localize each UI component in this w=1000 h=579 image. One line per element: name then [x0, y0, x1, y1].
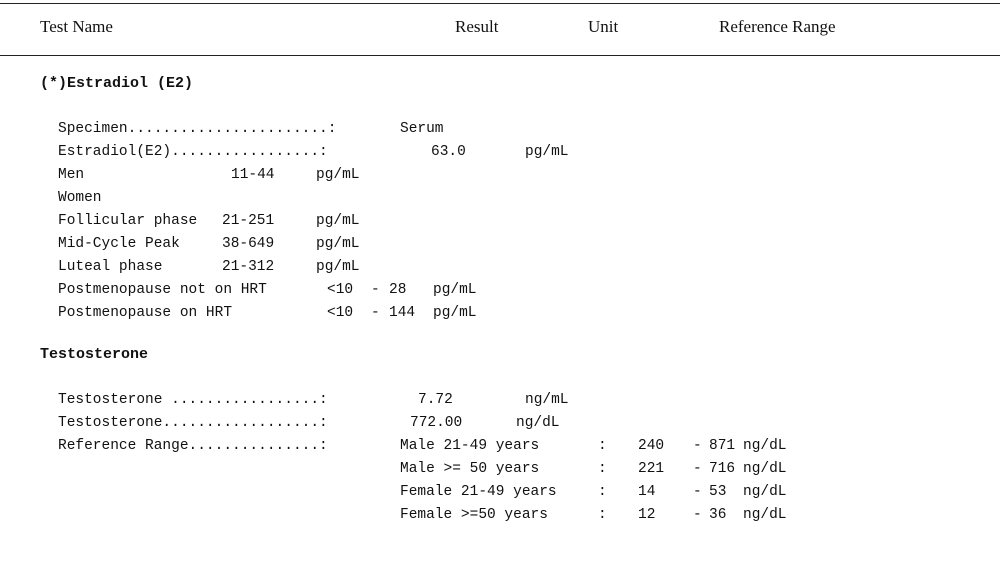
ref-unit: ng/dL — [743, 438, 787, 454]
range-value: 21-251 — [222, 213, 275, 229]
ref-high: 53 — [709, 484, 727, 500]
ref-unit: ng/dL — [743, 461, 787, 477]
range-unit: pg/mL — [316, 167, 360, 183]
testosterone-unit: ng/dL — [516, 415, 560, 431]
col-header-result: Result — [455, 17, 499, 36]
col-header-reference-range: Reference Range — [719, 17, 836, 36]
ref-high: 716 — [709, 461, 736, 477]
ref-dash: - — [693, 484, 702, 500]
ref-group: Female 21-49 years — [400, 484, 557, 500]
postmeno-label: Postmenopause not on HRT — [58, 282, 267, 298]
ref-dash: - — [693, 461, 702, 477]
testosterone-label: Testosterone..................: — [58, 415, 328, 431]
ref-dash: - — [693, 507, 702, 523]
testosterone-label: Testosterone .................: — [58, 392, 328, 408]
estradiol-label: Estradiol(E2).................: — [58, 144, 328, 160]
section-title-testosterone: Testosterone — [40, 346, 149, 363]
ref-colon: : — [598, 438, 607, 454]
postmeno-low: <10 — [327, 305, 354, 321]
top-rule — [0, 3, 1000, 4]
ref-dash: - — [693, 438, 702, 454]
ref-group: Male 21-49 years — [400, 438, 540, 454]
testosterone-result: 772.00 — [410, 415, 463, 431]
ref-low: 240 — [638, 438, 665, 454]
range-unit: pg/mL — [316, 259, 360, 275]
testosterone-unit: ng/mL — [525, 392, 569, 408]
range-value: 38-649 — [222, 236, 275, 252]
ref-low: 12 — [638, 507, 656, 523]
postmeno-unit: pg/mL — [433, 282, 477, 298]
range-label: Men — [58, 167, 85, 183]
range-unit: pg/mL — [316, 213, 360, 229]
postmeno-unit: pg/mL — [433, 305, 477, 321]
ref-colon: : — [598, 507, 607, 523]
ref-unit: ng/dL — [743, 484, 787, 500]
specimen-label: Specimen.......................: — [58, 121, 337, 137]
estradiol-unit: pg/mL — [525, 144, 569, 160]
ref-low: 221 — [638, 461, 665, 477]
postmeno-high: 28 — [389, 282, 407, 298]
col-header-unit: Unit — [588, 17, 619, 36]
postmeno-dash: - — [371, 305, 380, 321]
postmeno-low: <10 — [327, 282, 354, 298]
ref-colon: : — [598, 461, 607, 477]
header-rule — [0, 55, 1000, 56]
postmeno-label: Postmenopause on HRT — [58, 305, 233, 321]
range-value: 11-44 — [231, 167, 275, 183]
ref-high: 36 — [709, 507, 727, 523]
specimen-value: Serum — [400, 121, 444, 137]
ref-group: Male >= 50 years — [400, 461, 540, 477]
section-title-estradiol: (*)Estradiol (E2) — [40, 75, 194, 92]
ref-colon: : — [598, 484, 607, 500]
range-label: Mid-Cycle Peak — [58, 236, 180, 252]
col-header-test-name: Test Name — [40, 17, 113, 36]
range-value: 21-312 — [222, 259, 275, 275]
postmeno-dash: - — [371, 282, 380, 298]
ref-unit: ng/dL — [743, 507, 787, 523]
range-unit: pg/mL — [316, 236, 360, 252]
ref-high: 871 — [709, 438, 736, 454]
range-label: Follicular phase — [58, 213, 198, 229]
ref-low: 14 — [638, 484, 656, 500]
range-label: Women — [58, 190, 102, 206]
estradiol-result: 63.0 — [431, 144, 466, 160]
reference-range-label: Reference Range...............: — [58, 438, 328, 454]
testosterone-result: 7.72 — [418, 392, 453, 408]
range-label: Luteal phase — [58, 259, 163, 275]
postmeno-high: 144 — [389, 305, 416, 321]
ref-group: Female >=50 years — [400, 507, 548, 523]
